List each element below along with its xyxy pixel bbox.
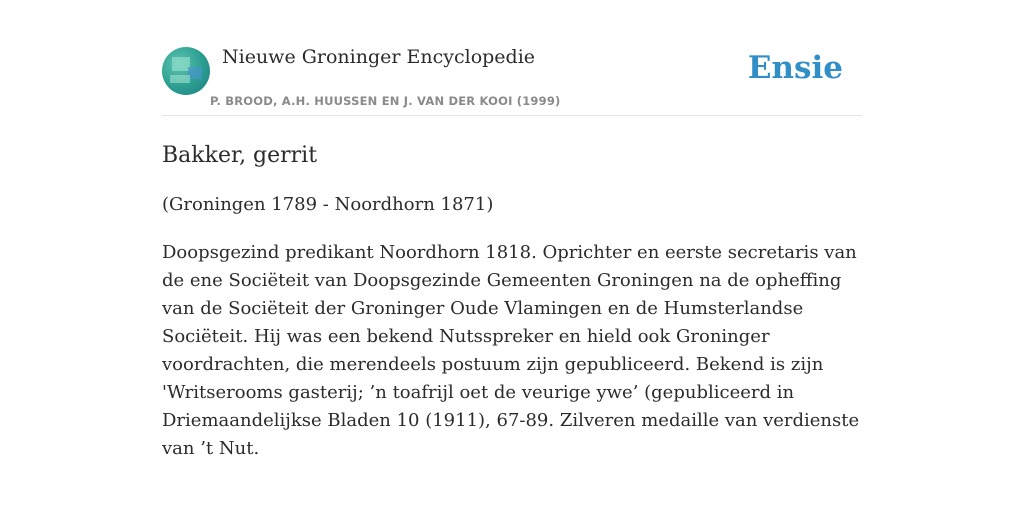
- entry-card: [162, 44, 862, 463]
- brand-logo[interactable]: Ensie: [747, 50, 843, 86]
- logo-shape: [188, 67, 202, 79]
- encyclopedia-logo-icon[interactable]: [162, 47, 210, 95]
- entry-title: Bakker, gerrit: [162, 143, 318, 168]
- entry-body: Doopsgezind predikant Noordhorn 1818. Oprichter en eerste secretaris van de ene Sociëteit van Doopsgezinde Gemeenten Groningen na de opheffing van de Sociëteit der Groninger Oude Vlamingen en de Humsterlandse Sociëteit. Hij was een bekend Nutsspreker en hield ook Groninger voordrachten, die merendeels postuum zijn gepubliceerd. Bekend is zijn 'Writserooms gasterij; ’n toafrijl oet de veurige ywe’ (gepubliceerd in Driemaandelijkse Bladen 10 (1911), 67-89. Zilveren medaille van verdienste van ’t Nut.: [162, 241, 860, 459]
- entry-lifespan: (Groningen 1789 - Noordhorn 1871): [162, 194, 494, 216]
- source-header: [162, 44, 862, 116]
- logo-shape: [170, 75, 190, 83]
- source-authors: P. BROOD, A.H. HUUSSEN EN J. VAN DER KOOI (1999): [210, 94, 561, 108]
- source-title[interactable]: Nieuwe Groninger Encyclopedie: [222, 46, 536, 68]
